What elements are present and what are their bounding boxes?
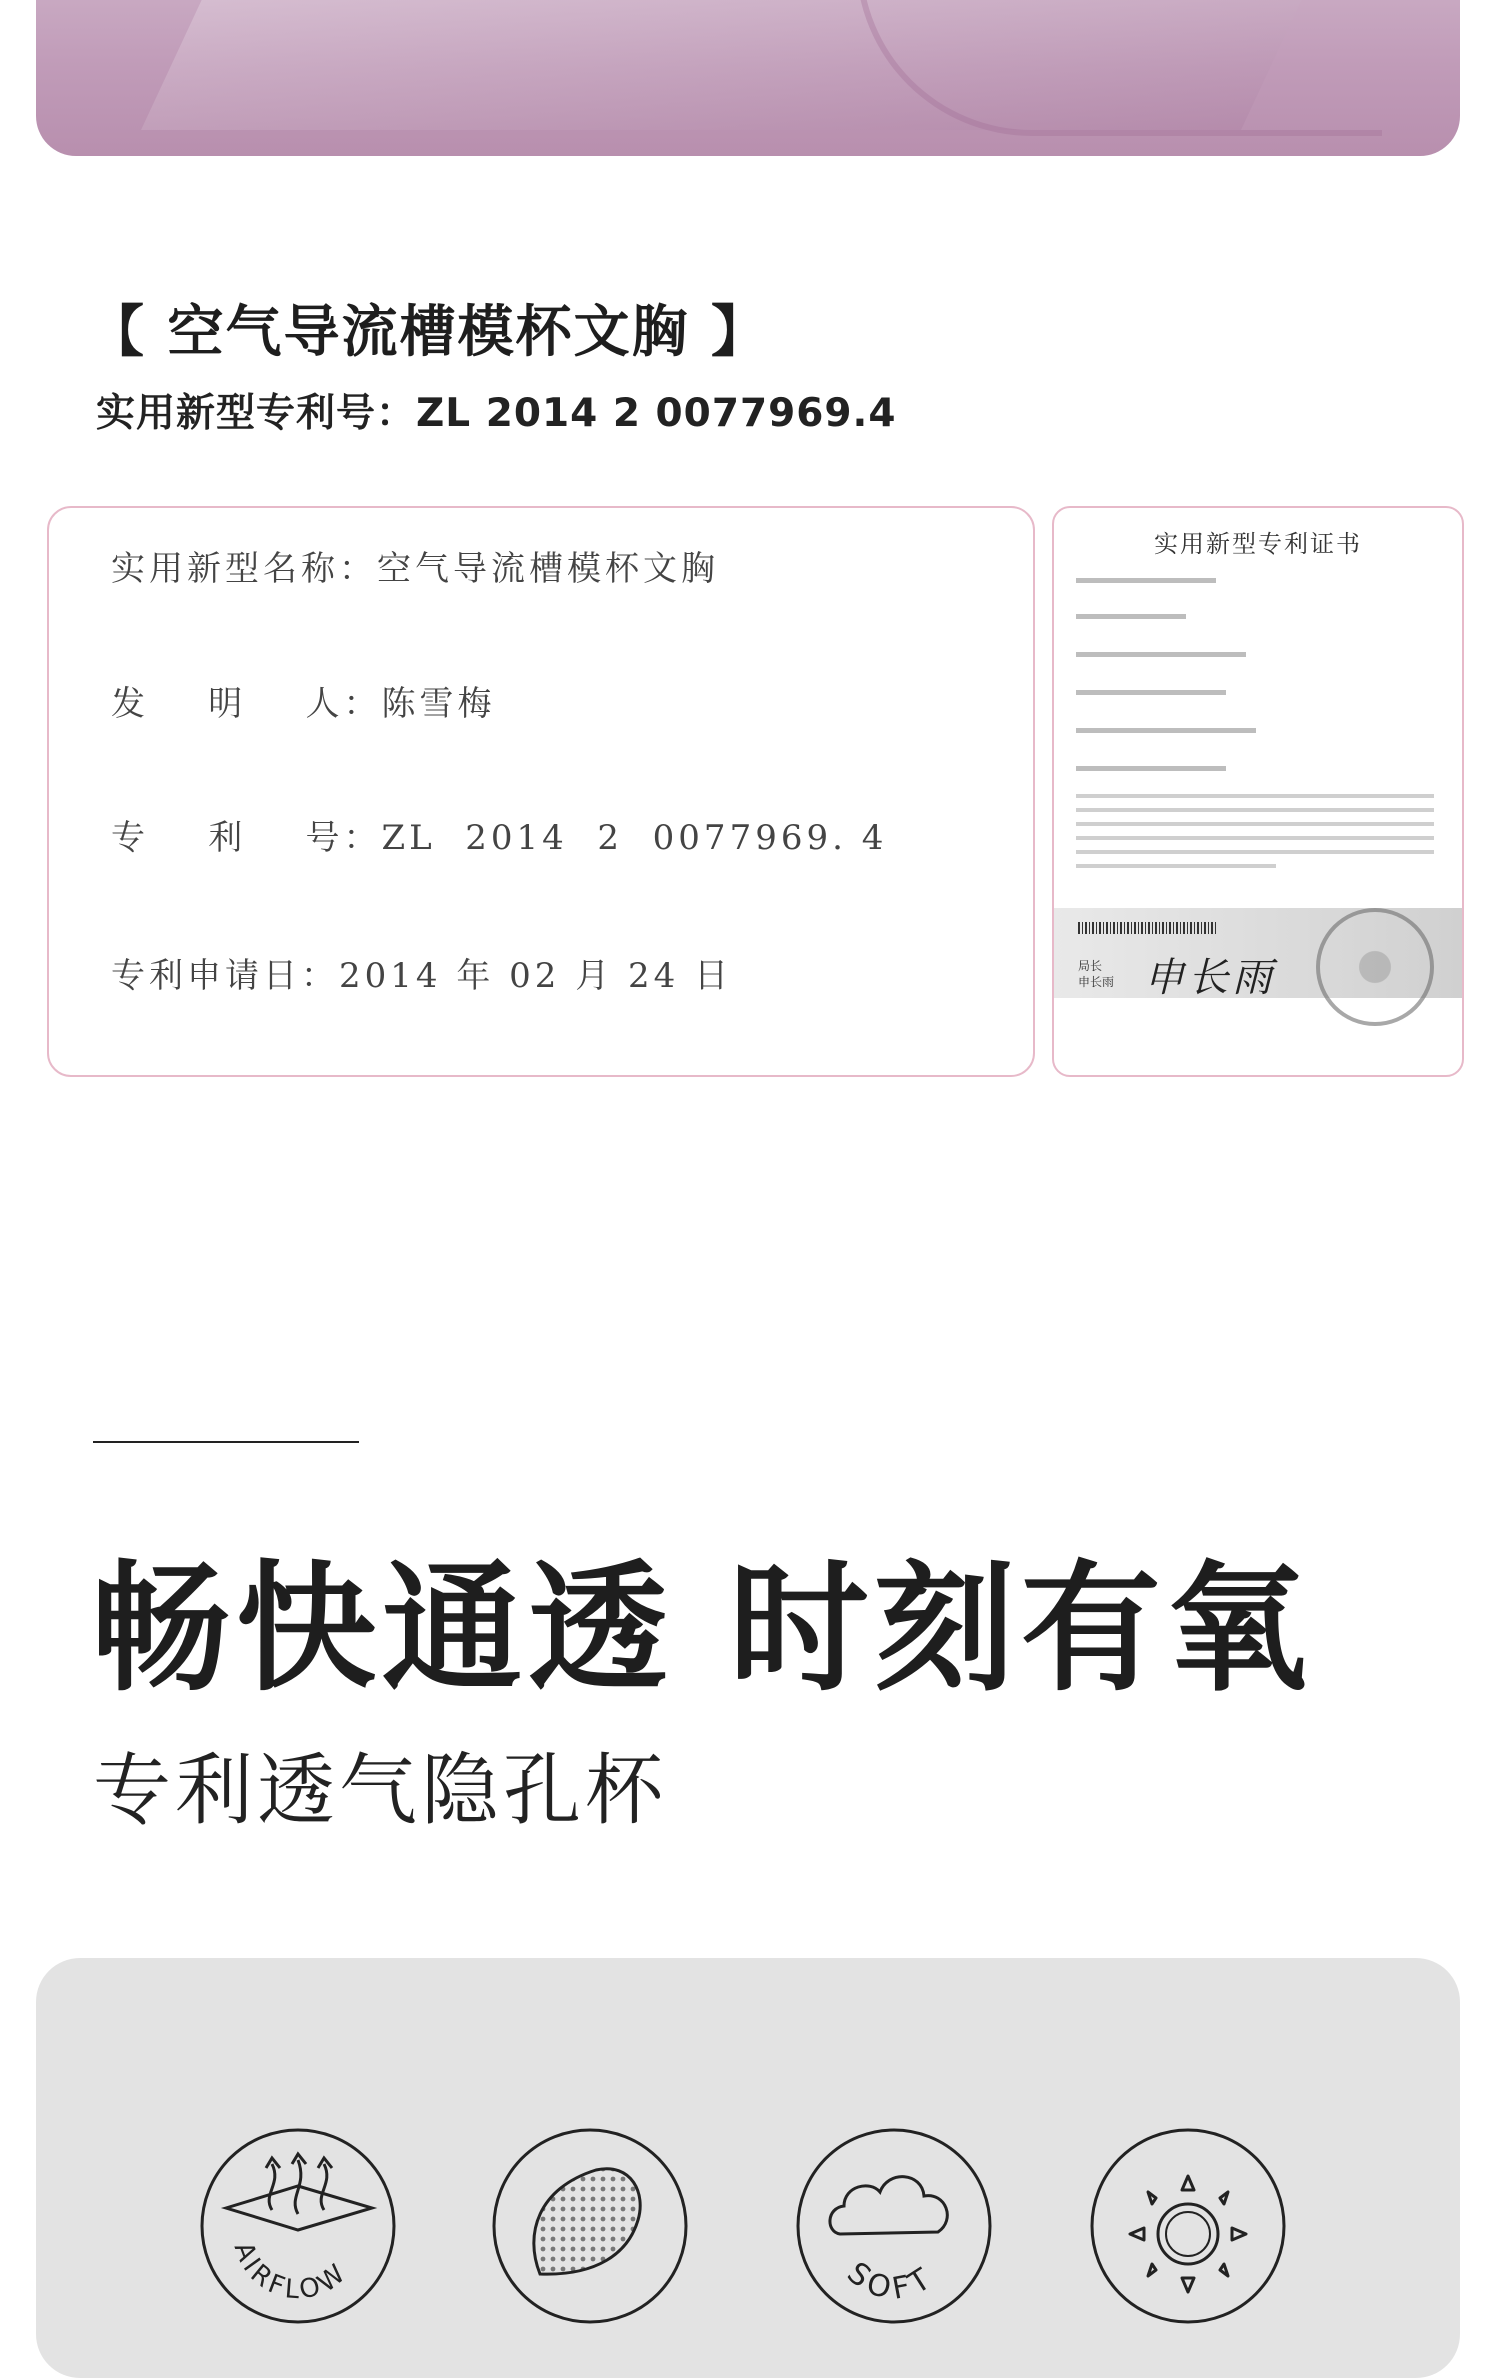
certificate-date-row: 专利申请日：2014 年 02 月 24 日	[111, 956, 733, 996]
section-divider	[93, 1441, 359, 1443]
svg-text:SOFT	[840, 2255, 941, 2307]
official-seal-image	[1316, 908, 1434, 1026]
product-photo	[36, 0, 1460, 156]
cloud-soft-icon	[792, 2124, 996, 2328]
airflow-icon	[196, 2124, 400, 2328]
subheadline: 专利透气隐孔杯	[93, 1746, 668, 1836]
product-title: 【 空气导流槽模杯文胸 】	[88, 300, 769, 365]
certificate-inventor-row: 发 明 人：陈雪梅	[111, 684, 496, 724]
sun-icon	[1086, 2124, 1290, 2328]
certificate-patent-row: 专 利 号：ZL 2014 2 0077969. 4	[111, 818, 888, 858]
svg-text:AIRFLOW	[228, 2238, 354, 2306]
certificate-details-card	[47, 506, 1035, 1077]
director-label: 局长 申长雨	[1078, 959, 1115, 989]
certificate-name-row: 实用新型名称：空气导流槽模杯文胸	[111, 549, 719, 589]
soft-label: SOFT	[840, 2255, 942, 2308]
signature-image: 申长雨	[1144, 955, 1276, 1001]
headline: 畅快通透 时刻有氧	[90, 1548, 1313, 1711]
certificate-thumbnail-title: 实用新型专利证书	[1154, 530, 1362, 558]
patent-number: 实用新型专利号：ZL 2014 2 0077969.4	[96, 391, 897, 436]
barcode-image	[1078, 922, 1218, 934]
perforated-cup-icon	[488, 2124, 692, 2328]
certificate-thumbnail	[1052, 506, 1464, 1077]
airflow-label: AIRFLOW	[227, 2238, 354, 2306]
